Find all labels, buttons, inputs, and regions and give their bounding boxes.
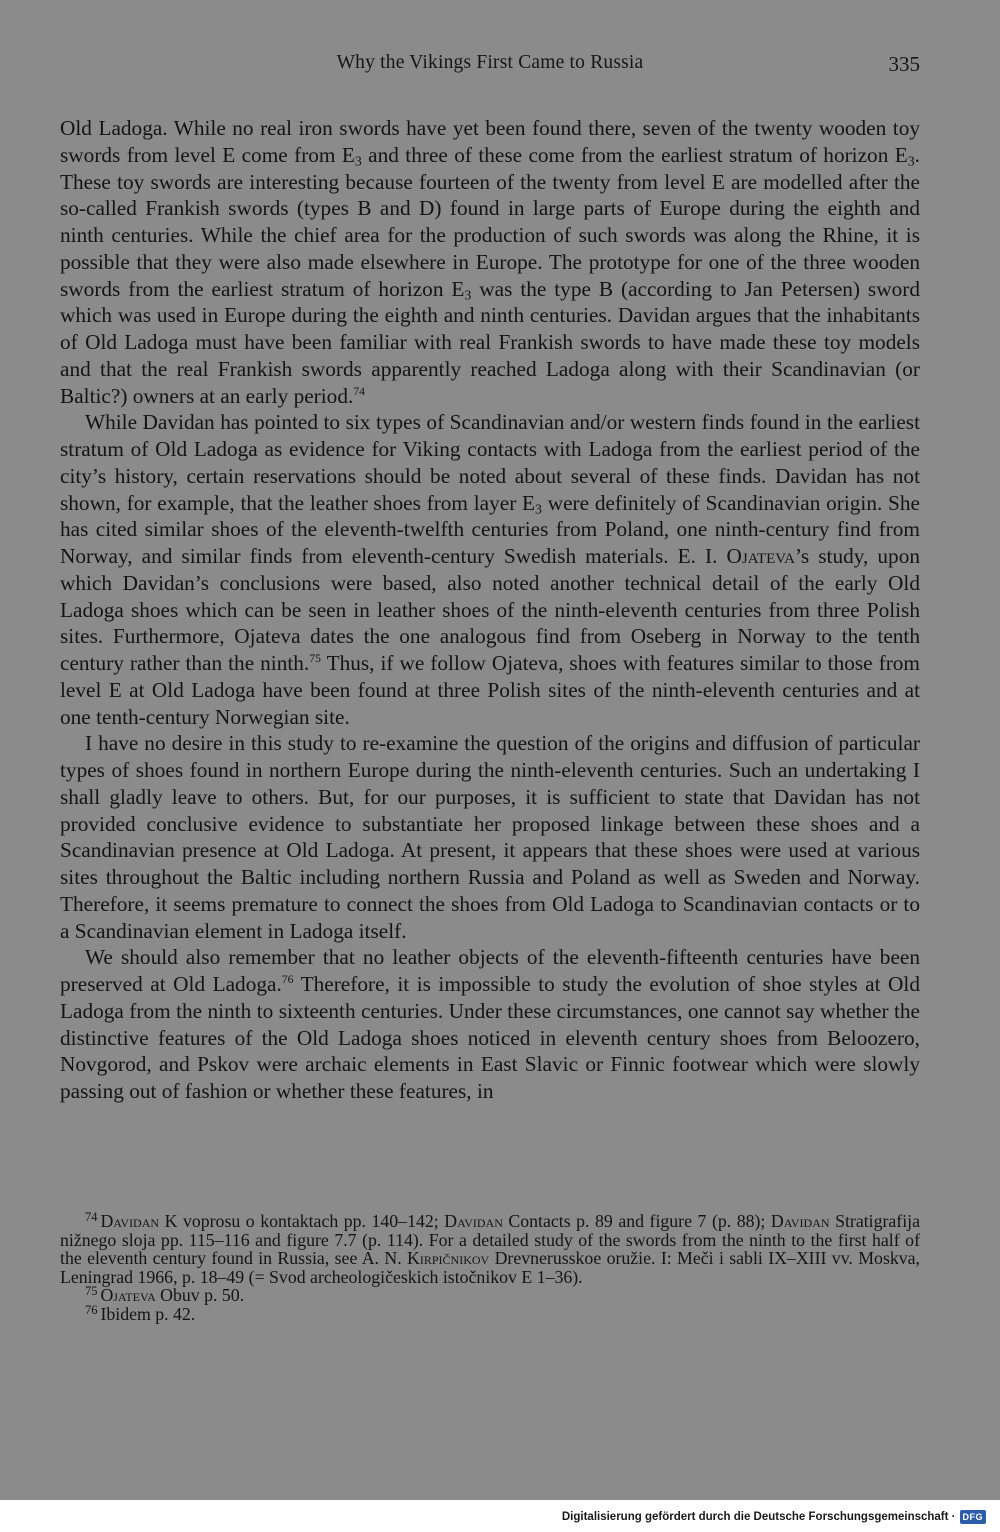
digitization-credit: [562, 1506, 986, 1528]
footnote-76: [60, 1302, 920, 1324]
running-head: [60, 52, 920, 80]
text-run: K voprosu o kontaktach pp. 140–142;: [159, 1211, 445, 1231]
running-title: Why the Vikings First Came to Russia: [336, 52, 644, 73]
text-run: Contacts p. 89 and figure 7 (p. 88);: [502, 1211, 771, 1231]
text-run: Old Ladoga. While no real iron swords have yet been found there, seven of the twenty wooden toy swords from level E come from E: [60, 116, 920, 167]
footnotes: [60, 1212, 920, 1323]
page-number: 335: [888, 52, 920, 76]
text-run: was the type B (according to Jan Petersen) sword which was used in Europe during the eighth and ninth centuries. Davidan argues that the inhabitants of Old Ladoga must have been familiar with real Frankish swords to have made these toy models and that the real Frankish swords apparently reached Ladoga along with their Scandinavian (or Baltic?) owners at an early period.: [60, 276, 920, 408]
footnote-number: 75: [85, 1284, 98, 1299]
text-run: Drevnerusskoe oružie. I: Meči i sabli IX–XIII vv. Moskva, Leningrad 1966, p. 18–49 (= Svod archeologičeskich istočnikov E 1–36).: [60, 1248, 920, 1287]
text-run: . These toy swords are interesting because fourteen of the twenty from level E are modelled after the so-called Frankish swords (types B and D) found in large parts of Europe during the eighth and ninth centuries. While the chief area for the production of such swords was along the Rhine, it is possible that they were also made elsewhere in Europe. The prototype for one of the three wooden swords from the earliest stratum of horizon E: [60, 142, 920, 301]
paragraph-1: [60, 115, 920, 409]
footnote-ref-76[interactable]: 76: [281, 972, 294, 986]
subscript: 3: [535, 500, 542, 516]
author-name: Ojateva: [726, 544, 795, 568]
text-run: While Davidan has pointed to six types of Scandinavian and/or western finds found in the earliest stratum of Old Ladoga as evidence for Viking contacts with Ladoga from the earliest period of the city’s history, certain reservations should be noted about several of these finds. Davidan has not shown, for example, that the leather shoes from layer E: [60, 410, 920, 515]
footnote-ref-75[interactable]: 75: [309, 651, 321, 665]
text-run: We should also remember that no leather objects of the eleventh-fifteenth centuries have been preserved at Old Ladoga.: [60, 945, 920, 996]
paragraph-3: I have no desire in this study to re-examine the question of the origins and diffusion of particular types of shoes found in northern Europe during the ninth-eleventh centuries. Such an undertaking I shall gladly leave to others. But, for our purposes, it is sufficient to state that Davidan has not provided conclusive evidence to substantiate her proposed linkage between these shoes and a Scandinavian presence at Old Ladoga. At present, it appears that these shoes were used at various sites throughout the Baltic including northern Russia and Poland as well as Sweden and Norway. Therefore, it seems premature to connect the shoes from Old Ladoga to Scandinavian contacts or to a Scandinavian element in Ladoga itself.: [60, 731, 920, 943]
text-run: and three of these come from the earliest stratum of horizon E: [361, 142, 908, 167]
footnote-ref-74[interactable]: 74: [353, 384, 366, 398]
footnote-75: [60, 1286, 920, 1305]
dfg-logo: DFG: [960, 1510, 987, 1524]
subscript: 3: [354, 153, 362, 169]
author-name: Davidan: [770, 1211, 830, 1231]
author-name: Davidan: [100, 1211, 160, 1231]
subscript: 3: [464, 286, 472, 302]
text-run: Ibidem p. 42.: [100, 1303, 196, 1324]
author-name: Kirpičnikov: [407, 1248, 490, 1268]
body-text: [60, 115, 920, 1105]
text-run: Therefore, it is impossible to study the evolution of shoe styles at Old Ladoga from the ninth to sixteenth centuries. Under these circumstances, one cannot say whether the distinctive features of the Old Ladoga shoes noticed in eleventh century shoes from Beloozero, Novgorod, and Pskov were archaic elements in East Slavic or Finnic footwear which were slowly passing out of fashion or whether these features, in: [60, 972, 920, 1103]
footnote-74: [60, 1212, 920, 1286]
text-run: Obuv p. 50.: [155, 1285, 245, 1305]
credit-text: Digitalisierung gefördert durch die Deutsche Forschungsgemeinschaft ·: [561, 1511, 956, 1523]
paragraph-2: [60, 409, 920, 730]
author-name: Ojateva: [100, 1285, 156, 1305]
text-run: Stratigrafija nižnego sloja pp. 115–116 and figure 7.7 (p. 114). For a detailed study of the swords from the ninth to the first half of the eleventh century found in Russia, see A. N.: [60, 1211, 920, 1268]
paragraph-4: [60, 944, 920, 1105]
text-run: were definitely of Scandinavian origin. She has cited similar shoes of the eleventh-twelfth centuries from Poland, one ninth-century find from Norway, and similar finds from eleventh-century Swedish materials. E. I.: [60, 490, 920, 568]
subscript: 3: [907, 153, 915, 169]
footnote-number: 76: [85, 1302, 98, 1317]
footnote-number: 74: [85, 1210, 98, 1225]
text-run: Thus, if we follow Ojateva, shoes with features similar to those from level E at Old Ladoga have been found at three Polish sites of the ninth-eleventh centuries and at one tenth-century Norwegian site.: [60, 651, 920, 729]
author-name: Davidan: [444, 1211, 503, 1231]
text-run: ’s study, upon which Davidan’s conclusions were based, also noted another technical detail of the early Old Ladoga shoes which can be seen in leather shoes of the ninth-eleventh centuries from three Polish sites. Furthermore, Ojateva dates the one analogous find from Oseberg in Norway to the tenth century rather than the ninth.: [60, 544, 920, 675]
